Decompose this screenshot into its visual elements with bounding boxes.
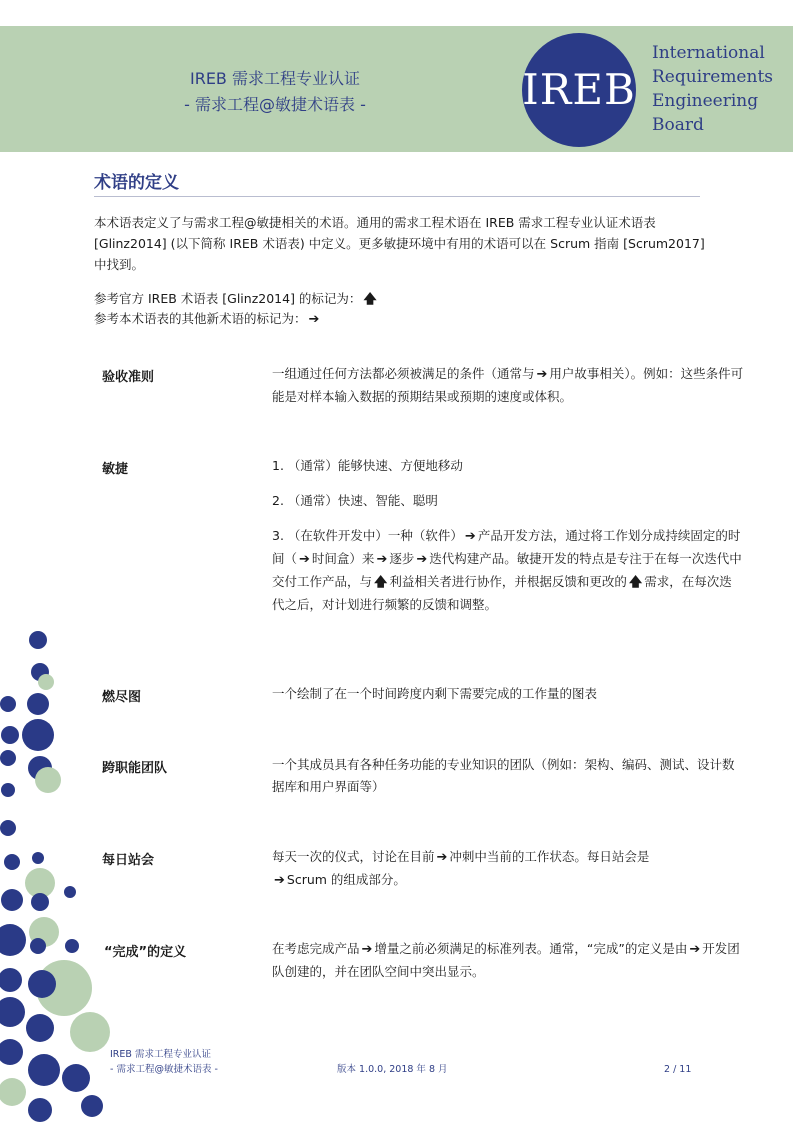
- right-arrow-icon: ➔: [416, 552, 428, 567]
- def-text: 产品开发方法，通过将工作划分成持续固定的时间（: [272, 528, 741, 566]
- header-title: [150, 66, 400, 118]
- up-arrow-icon: 🡅: [374, 575, 388, 590]
- up-arrow-icon: 🡅: [363, 292, 377, 307]
- footer-page-number: 2 / 11: [664, 1064, 692, 1075]
- def-agile-item2: 2. （通常）快速、智能、聪明: [272, 493, 438, 508]
- def-agile-item3: [272, 525, 744, 616]
- right-arrow-icon: ➔: [274, 873, 285, 888]
- note-ireb-marker: [94, 289, 714, 309]
- def-daily-standup: [272, 846, 744, 892]
- def-text: 冲刺中当前的工作状态。每日站会是: [449, 849, 650, 864]
- term-definition-of-done: “完成”的定义: [104, 945, 187, 960]
- note-text: 参考本术语表的其他新术语的标记为：: [94, 311, 307, 326]
- def-text: 每天一次的仪式，讨论在目前: [272, 849, 435, 864]
- term-daily-standup: 每日站会: [102, 853, 155, 868]
- intro-paragraph: 本术语表定义了与需求工程@敏捷相关的术语。通用的需求工程术语在 IREB 需求工程专业认证术语表 [Glinz2014] (以下简称 IREB 术语表) 中定义。更多敏捷环境中有用的术语可以在 Scrum 指南 [Scrum2017] 中找到。: [94, 215, 705, 272]
- def-text: 增量之前必须满足的标准列表。通常，“完成”的定义是由: [374, 941, 688, 956]
- footer-version: 版本 1.0.0, 2018 年 8 月: [337, 1064, 448, 1075]
- right-arrow-icon: ➔: [376, 552, 388, 567]
- section-divider: [94, 196, 700, 197]
- right-arrow-icon: ➔: [536, 367, 548, 382]
- def-text: 在考虑完成产品: [272, 941, 360, 956]
- right-arrow-icon: ➔: [464, 529, 476, 544]
- right-arrow-icon: ➔: [299, 552, 310, 567]
- def-text: 迭代构建产品。敏捷开发的特点是专注于在每一次迭代中交付工作产品，与: [272, 551, 742, 589]
- def-text: Scrum 的组成部分。: [286, 872, 406, 887]
- def-text: 逐步: [389, 551, 415, 566]
- def-agile-item1: 1. （通常）能够快速、方便地移动: [272, 458, 463, 473]
- def-text: 一组通过任何方法都必须被满足的条件（通常与: [272, 366, 535, 381]
- right-arrow-icon: ➔: [308, 312, 320, 327]
- def-burndown-chart: 一个绘制了在一个时间跨度内剩下需要完成的工作量的图表: [272, 686, 598, 701]
- org-line: Requirements: [652, 67, 774, 87]
- org-line: Engineering: [652, 91, 759, 111]
- ireb-logo-text: IREB: [522, 65, 636, 114]
- org-line: International: [652, 43, 765, 63]
- def-text: 开发团队创建的，并在团队空间中突出显示。: [272, 941, 740, 979]
- def-agile: [272, 455, 744, 629]
- def-text: 用户故事相关）。例如：这些条件可能是对样本输入数据的预期结果或预期的速度或体积。: [272, 366, 744, 404]
- org-line: Board: [652, 115, 704, 135]
- note-text: 参考官方 IREB 术语表 [Glinz2014] 的标记为：: [94, 291, 362, 306]
- def-cross-functional-team: 一个其成员具有各种任务功能的专业知识的团队（例如：架构、编码、测试、设计数据库和用户界面等）: [272, 757, 735, 794]
- ireb-organization-name: [652, 41, 773, 137]
- note-new-term-marker: [94, 309, 714, 329]
- def-text: 需求，在每次迭代之后，对计划进行频繁的反馈和调整。: [272, 574, 732, 612]
- def-text: 利益相关者进行协作，并根据反馈和更改的: [389, 574, 627, 589]
- marker-notes: [94, 289, 714, 329]
- header-title-line1: IREB 需求工程专业认证: [189, 69, 360, 88]
- def-text: 3. （在软件开发中）一种（软件）: [272, 528, 463, 543]
- footer-title: [110, 1047, 218, 1077]
- footer-title-line1: IREB 需求工程专业认证: [110, 1049, 211, 1060]
- section-title: 术语的定义: [94, 173, 179, 193]
- footer-title-line2: - 需求工程@敏捷术语表 -: [110, 1064, 218, 1075]
- term-burndown-chart: 燃尽图: [102, 690, 142, 705]
- def-definition-of-done: [272, 938, 744, 983]
- up-arrow-icon: 🡅: [628, 575, 643, 590]
- page-header: [0, 26, 793, 152]
- decorative-dots: [0, 600, 120, 1122]
- term-acceptance-criteria: 验收准则: [102, 370, 155, 385]
- right-arrow-icon: ➔: [436, 850, 448, 865]
- def-text: 时间盒）来: [311, 551, 375, 566]
- right-arrow-icon: ➔: [361, 942, 373, 957]
- term-agile: 敏捷: [102, 462, 129, 477]
- right-arrow-icon: ➔: [689, 942, 701, 957]
- header-title-line2: - 需求工程@敏捷术语表 -: [184, 95, 366, 114]
- term-cross-functional-team: 跨职能团队: [102, 761, 168, 776]
- def-acceptance-criteria: [272, 363, 744, 408]
